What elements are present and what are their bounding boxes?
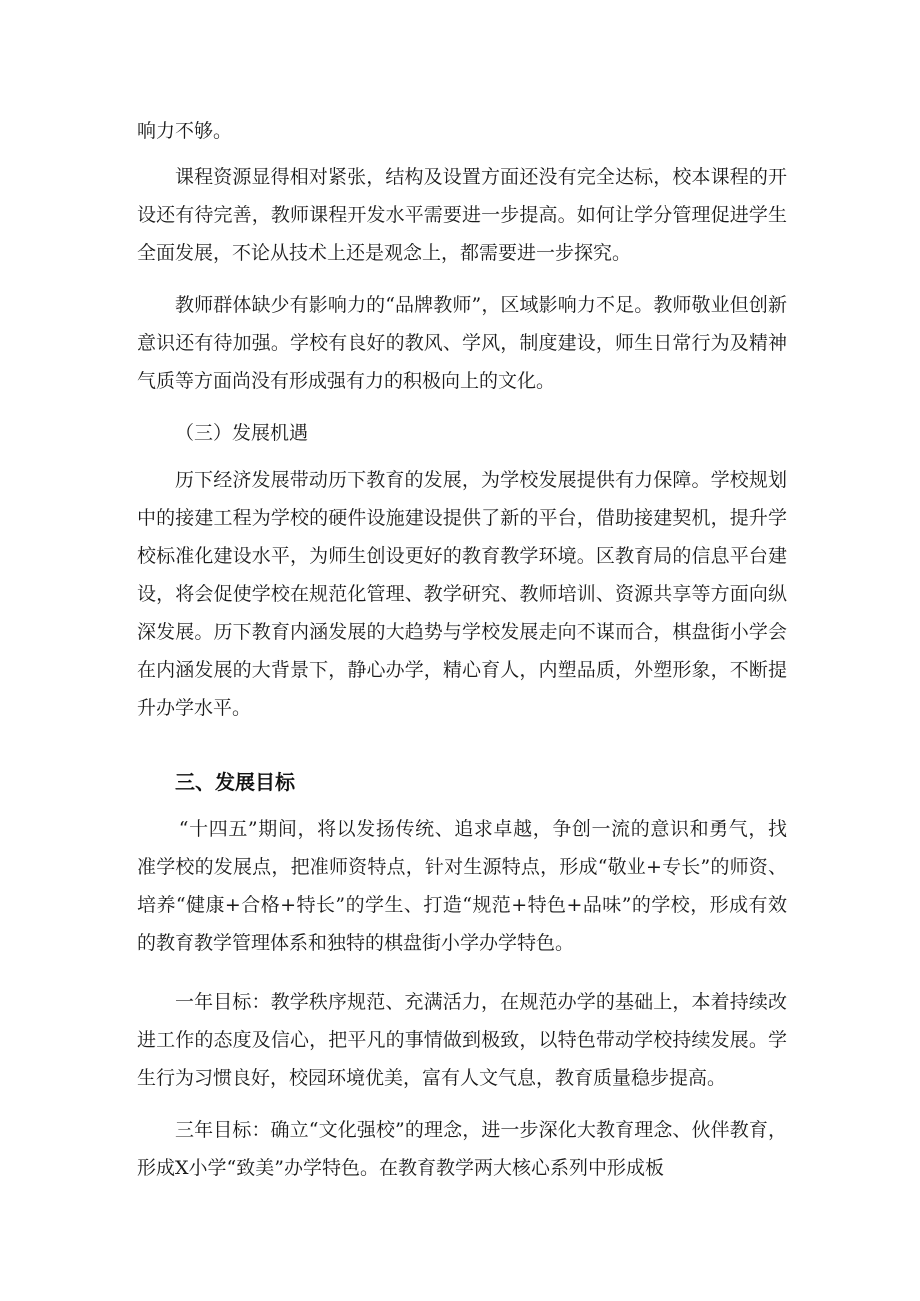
paragraph-curriculum-resources: 课程资源显得相对紧张，结构及设置方面还没有完全达标，校本课程的开设还有待完善，教师课程开发水平需要进一步提高。如何让学分管理促进学生全面发展，不论从技术上还是观念上，都需要进一步探究。 [137, 166, 787, 264]
section-heading-development-goals: 三、发展目标 [175, 770, 295, 794]
paragraph-opportunities: 历下经济发展带动历下教育的发展，为学校发展提供有力保障。学校规划中的接建工程为学校的硬件设施建设提供了新的平台，借助接建契机，提升学校标准化建设水平，为师生创设更好的教育教学环境。区教育局的信息平台建设，将会促使学校在规范化管理、教学研究、教师培训、资源共享等方面向纵深发展。历下教育内涵发展的大趋势与学校发展走向不谋而合，棋盘街小学会在内涵发展的大背景下，静心办学，精心育人，内塑品质，外塑形象，不断提升办学水平。 [137, 469, 787, 719]
subheading-development-opportunities: （三）发展机遇 [175, 422, 309, 444]
paragraph-teacher-group: 教师群体缺少有影响力的“品牌教师”，区域影响力不足。教师敬业但创新意识还有待加强。学校有良好的教风、学风，制度建设，师生日常行为及精神气质等方面尚没有形成强有力的积极向上的文化。 [137, 294, 787, 392]
paragraph-fourteenth-five-year: “十四五”期间，将以发扬传统、追求卓越，争创一流的意识和勇气，找准学校的发展点，把准师资特点，针对生源特点，形成“敬业+专长”的师资、培养“健康+合格+特长”的学生、打造“规范+特色+品味”的学校，形成有效的教育教学管理体系和独特的棋盘街小学办学特色。 [137, 818, 787, 954]
paragraph-continuation: 响力不够。 [137, 120, 233, 142]
paragraph-three-year-goal: 三年目标：确立“文化强校”的理念，进一步深化大教育理念、伙伴教育，形成X小学“致美”办学特色。在教育教学两大核心系列中形成板 [137, 1119, 787, 1179]
paragraph-one-year-goal: 一年目标：教学秩序规范、充满活力，在规范办学的基础上，本着持续改进工作的态度及信心，把平凡的事情做到极致，以特色带动学校持续发展。学生行为习惯良好，校园环境优美，富有人文气息，教育质量稳步提高。 [137, 991, 787, 1089]
